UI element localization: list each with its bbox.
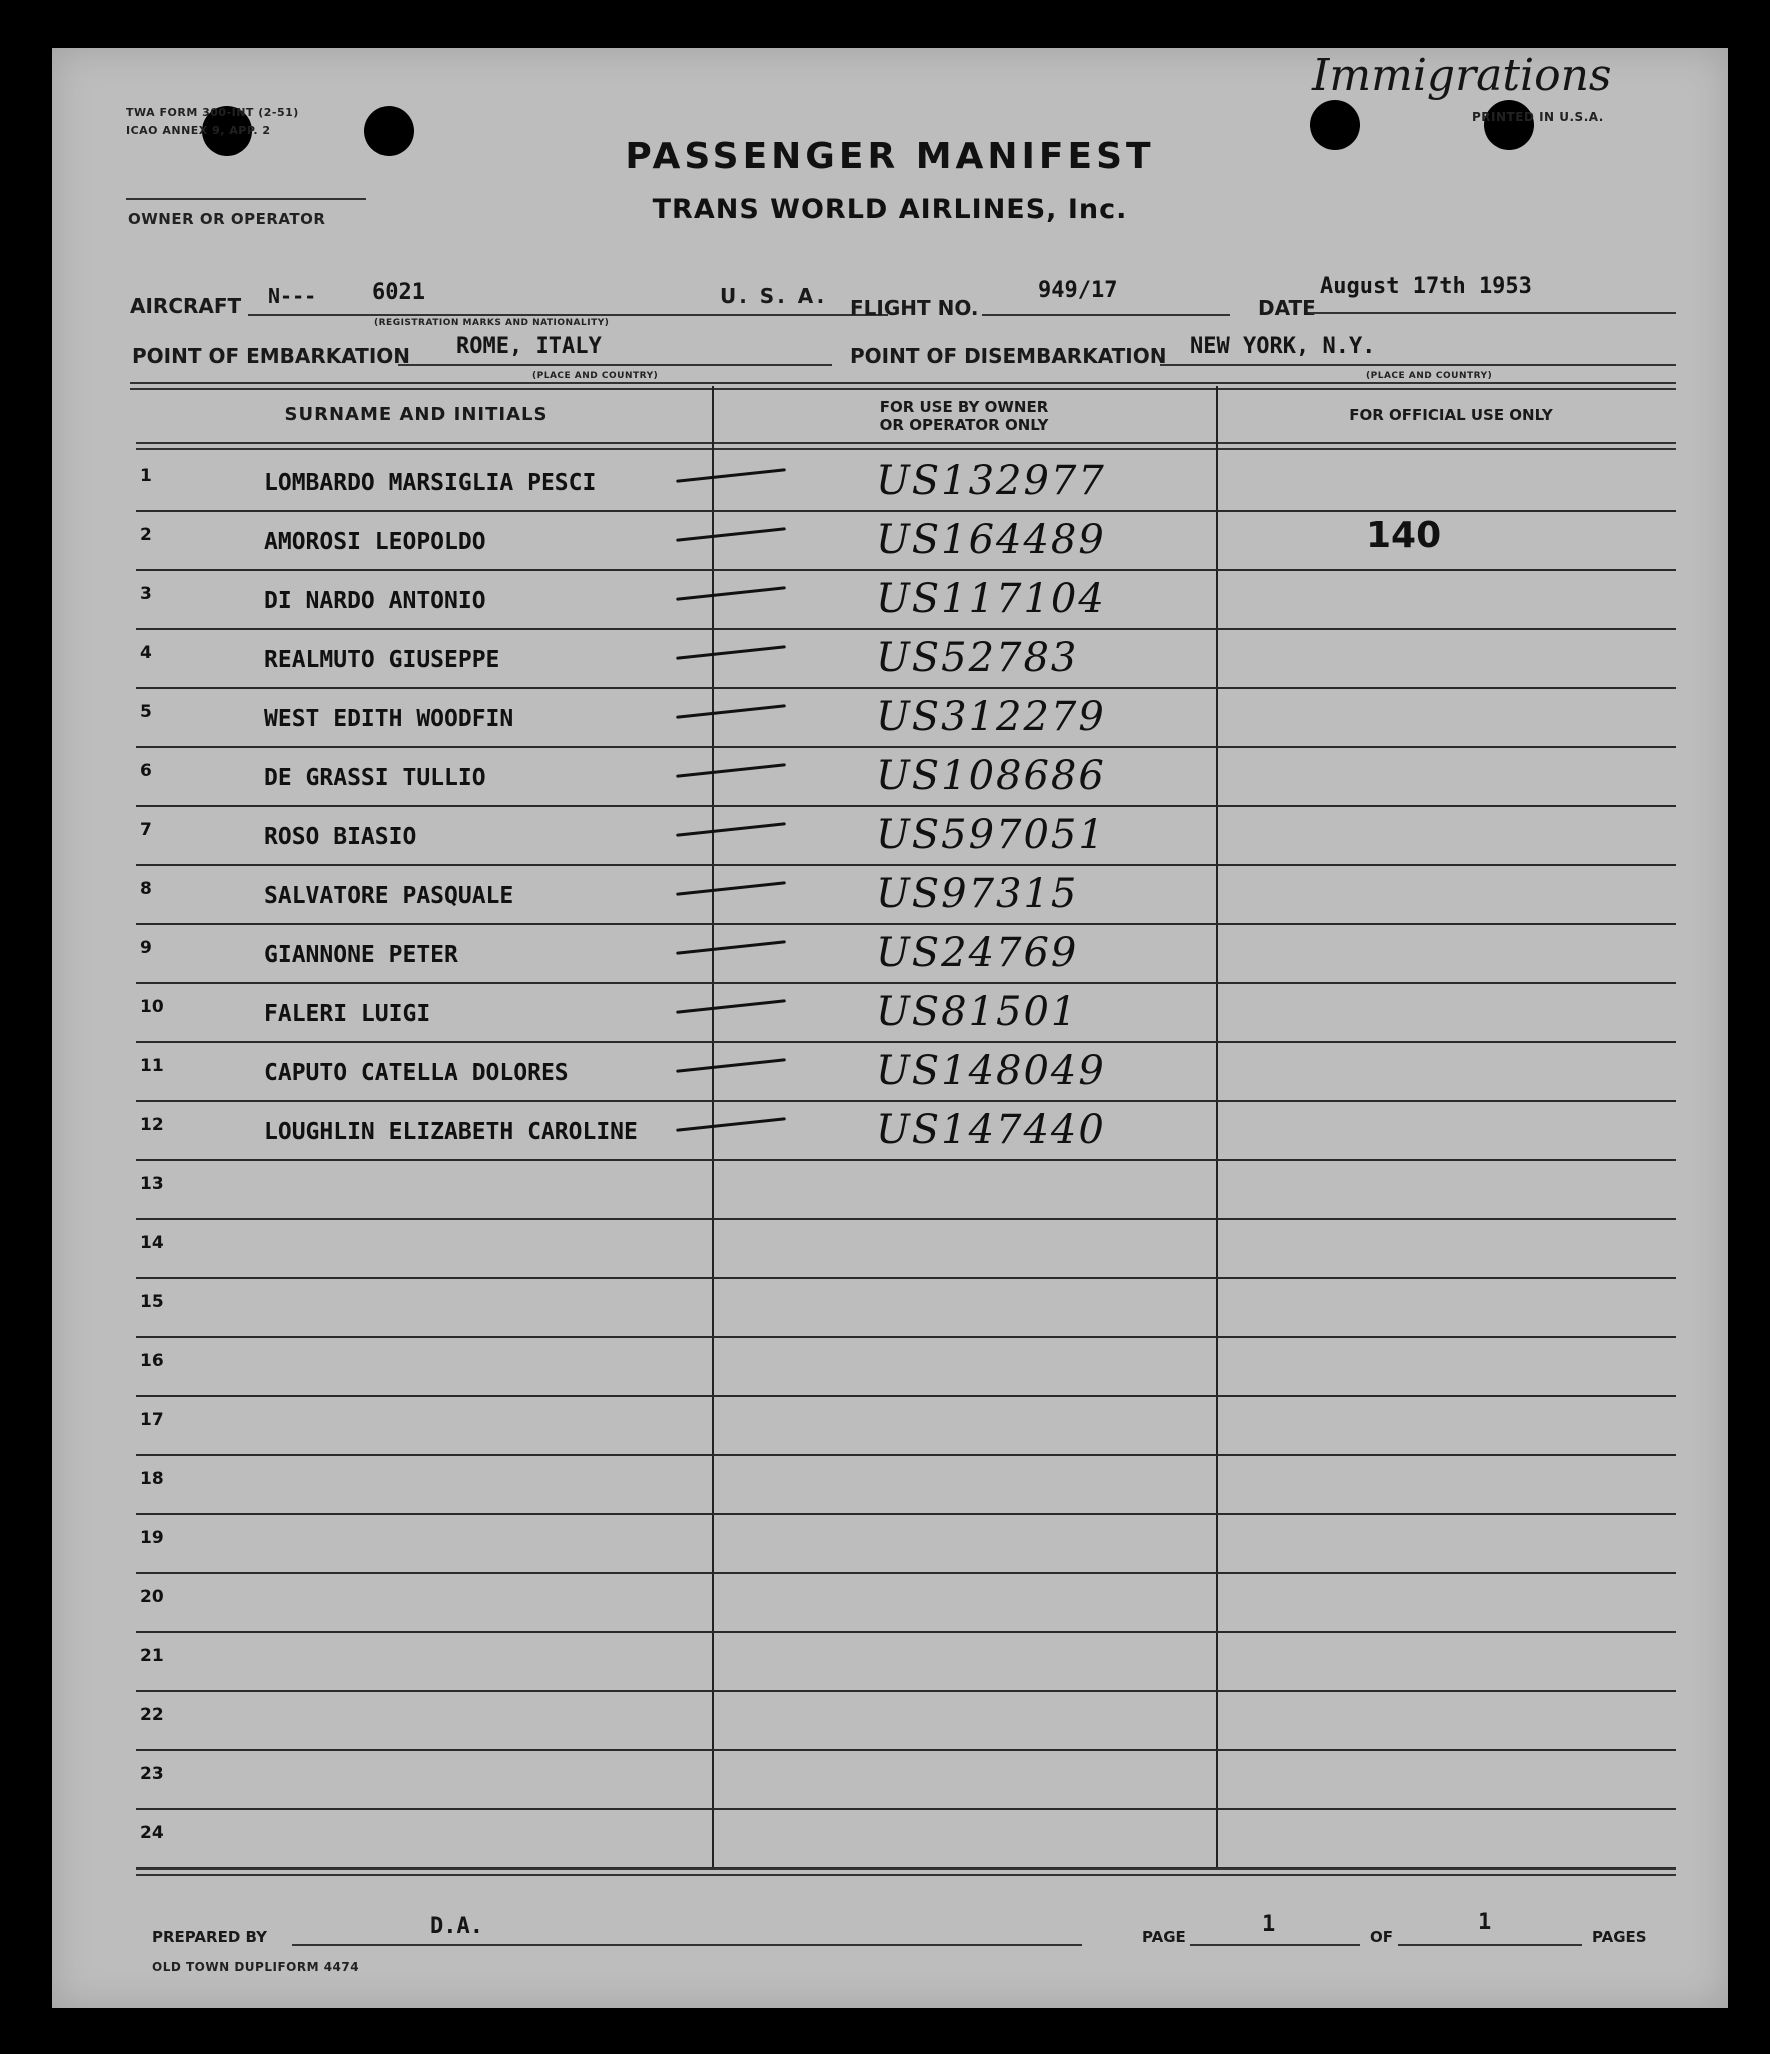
check-mark — [676, 468, 786, 482]
column-header-owner-2: OR OPERATOR ONLY — [879, 416, 1049, 434]
row-number: 7 — [140, 820, 152, 840]
handwritten-passport-id: US147440 — [876, 1107, 1106, 1153]
passenger-name: CAPUTO CATELLA DOLORES — [264, 1060, 569, 1086]
embark-place-caption: (PLACE AND COUNTRY) — [532, 371, 659, 381]
company-name: TRANS WORLD AIRLINES, Inc. — [652, 194, 1128, 225]
table-row — [136, 1101, 1676, 1161]
aircraft-line — [248, 314, 888, 316]
handwritten-passport-id: US312279 — [876, 694, 1106, 740]
official-use-value: 140 — [1366, 515, 1442, 556]
printer-credit: OLD TOWN DUPLIFORM 4474 — [152, 1960, 360, 1974]
page-line — [1190, 1944, 1360, 1946]
table-row — [136, 688, 1676, 748]
row-number: 6 — [140, 761, 152, 781]
embarkation-label: POINT OF EMBARKATION — [132, 344, 411, 368]
registration-caption: (REGISTRATION MARKS AND NATIONALITY) — [374, 318, 610, 328]
check-mark — [676, 999, 786, 1013]
prepared-by-label: PREPARED BY — [152, 1928, 267, 1946]
disembarkation-value: NEW YORK, N.Y. — [1190, 334, 1376, 359]
prepared-by-line — [292, 1944, 1082, 1946]
passenger-name: ROSO BIASIO — [264, 824, 417, 850]
row-number: 3 — [140, 584, 152, 604]
table-row — [136, 1750, 1676, 1810]
row-number: 24 — [140, 1823, 164, 1843]
row-number: 22 — [140, 1705, 164, 1725]
flight-line — [982, 314, 1230, 316]
table-row — [136, 1632, 1676, 1692]
row-number: 1 — [140, 466, 152, 486]
manifest-sheet — [52, 48, 1728, 2008]
row-number: 10 — [140, 997, 164, 1017]
row-number: 4 — [140, 643, 152, 663]
aircraft-label: AIRCRAFT — [130, 294, 242, 318]
check-mark — [676, 1117, 786, 1131]
table-row — [136, 924, 1676, 984]
row-number: 13 — [140, 1174, 164, 1194]
icao-reference: ICAO ANNEX 9, APP. 2 — [126, 124, 271, 137]
header-bottom-border — [136, 442, 1676, 450]
passenger-name: LOUGHLIN ELIZABETH CAROLINE — [264, 1119, 638, 1145]
handwritten-passport-id: US81501 — [876, 989, 1079, 1035]
table-row — [136, 1809, 1676, 1869]
pages-label: PAGES — [1592, 1928, 1647, 1946]
row-number: 8 — [140, 879, 152, 899]
passenger-name: DE GRASSI TULLIO — [264, 765, 486, 791]
table-row — [136, 1455, 1676, 1515]
row-number: 17 — [140, 1410, 164, 1430]
page-title: PASSENGER MANIFEST — [625, 136, 1155, 177]
column-header-owner-1: FOR USE BY OWNER — [879, 398, 1049, 416]
table-row — [136, 1396, 1676, 1456]
passenger-name: AMOROSI LEOPOLDO — [264, 529, 486, 555]
row-number: 19 — [140, 1528, 164, 1548]
passenger-name: REALMUTO GIUSEPPE — [264, 647, 500, 673]
table-row — [136, 983, 1676, 1043]
passenger-name: WEST EDITH WOODFIN — [264, 706, 514, 732]
table-row — [136, 452, 1676, 512]
check-mark — [676, 586, 786, 600]
handwritten-passport-id: US597051 — [876, 812, 1106, 858]
embarkation-value: ROME, ITALY — [456, 334, 602, 359]
passenger-name: FALERI LUIGI — [264, 1001, 431, 1027]
row-number: 14 — [140, 1233, 164, 1253]
flight-number: 949/17 — [1038, 278, 1118, 303]
row-number: 16 — [140, 1351, 164, 1371]
of-label: OF — [1370, 1928, 1393, 1946]
row-number: 20 — [140, 1587, 164, 1607]
table-row — [136, 1042, 1676, 1102]
table-row — [136, 806, 1676, 866]
table-top-border — [130, 382, 1676, 390]
row-number: 15 — [140, 1292, 164, 1312]
embarkation-line — [398, 364, 832, 366]
total-pages: 1 — [1478, 1910, 1492, 1935]
check-mark — [676, 822, 786, 836]
handwritten-passport-id: US97315 — [876, 871, 1079, 917]
handwritten-passport-id: US108686 — [876, 753, 1106, 799]
table-row — [136, 865, 1676, 925]
check-mark — [676, 940, 786, 954]
handwritten-note: Immigrations — [1312, 50, 1612, 101]
flight-number-label: FLIGHT NO. — [850, 296, 979, 320]
passenger-name: LOMBARDO MARSIGLIA PESCI — [264, 470, 597, 496]
aircraft-number: 6021 — [372, 280, 425, 305]
table-row — [136, 1573, 1676, 1633]
table-row — [136, 1219, 1676, 1279]
row-number: 11 — [140, 1056, 164, 1076]
disembarkation-line — [1160, 364, 1676, 366]
table-row — [136, 1278, 1676, 1338]
column-header-surname: SURNAME AND INITIALS — [284, 404, 548, 425]
date-line — [1310, 312, 1676, 314]
check-mark — [676, 763, 786, 777]
handwritten-passport-id: US117104 — [876, 576, 1106, 622]
row-number: 18 — [140, 1469, 164, 1489]
row-number: 5 — [140, 702, 152, 722]
nationality: U. S. A. — [720, 284, 828, 308]
table-row — [136, 511, 1676, 571]
row-number: 23 — [140, 1764, 164, 1784]
table-row — [136, 629, 1676, 689]
printed-in-usa: PRINTED IN U.S.A. — [1472, 110, 1604, 124]
handwritten-passport-id: US132977 — [876, 458, 1106, 504]
check-mark — [676, 645, 786, 659]
table-bottom-border — [136, 1868, 1676, 1876]
passenger-name: GIANNONE PETER — [264, 942, 458, 968]
prepared-by-value: D.A. — [430, 1914, 483, 1939]
passenger-name: DI NARDO ANTONIO — [264, 588, 486, 614]
row-number: 21 — [140, 1646, 164, 1666]
handwritten-passport-id: US52783 — [876, 635, 1079, 681]
date-value: August 17th 1953 — [1320, 274, 1532, 299]
disembark-place-caption: (PLACE AND COUNTRY) — [1366, 371, 1493, 381]
page-label: PAGE — [1142, 1928, 1186, 1946]
column-header-official: FOR OFFICIAL USE ONLY — [1349, 406, 1553, 424]
table-row — [136, 1160, 1676, 1220]
table-row — [136, 1337, 1676, 1397]
table-row — [136, 1514, 1676, 1574]
aircraft-prefix: N--- — [268, 284, 317, 308]
row-number: 2 — [140, 525, 152, 545]
handwritten-passport-id: US164489 — [876, 517, 1106, 563]
table-row — [136, 570, 1676, 630]
check-mark — [676, 704, 786, 718]
table-row — [136, 1691, 1676, 1751]
owner-operator-label: OWNER OR OPERATOR — [128, 210, 326, 228]
of-line — [1398, 1944, 1582, 1946]
row-number: 12 — [140, 1115, 164, 1135]
page-number: 1 — [1262, 1912, 1276, 1937]
handwritten-passport-id: US148049 — [876, 1048, 1106, 1094]
passenger-name: SALVATORE PASQUALE — [264, 883, 514, 909]
form-number: TWA FORM 300-INT (2-51) — [126, 106, 299, 119]
handwritten-passport-id: US24769 — [876, 930, 1079, 976]
check-mark — [676, 1058, 786, 1072]
table-row — [136, 747, 1676, 807]
check-mark — [676, 881, 786, 895]
disembarkation-label: POINT OF DISEMBARKATION — [850, 344, 1167, 368]
date-label: DATE — [1258, 296, 1316, 320]
check-mark — [676, 527, 786, 541]
row-number: 9 — [140, 938, 152, 958]
